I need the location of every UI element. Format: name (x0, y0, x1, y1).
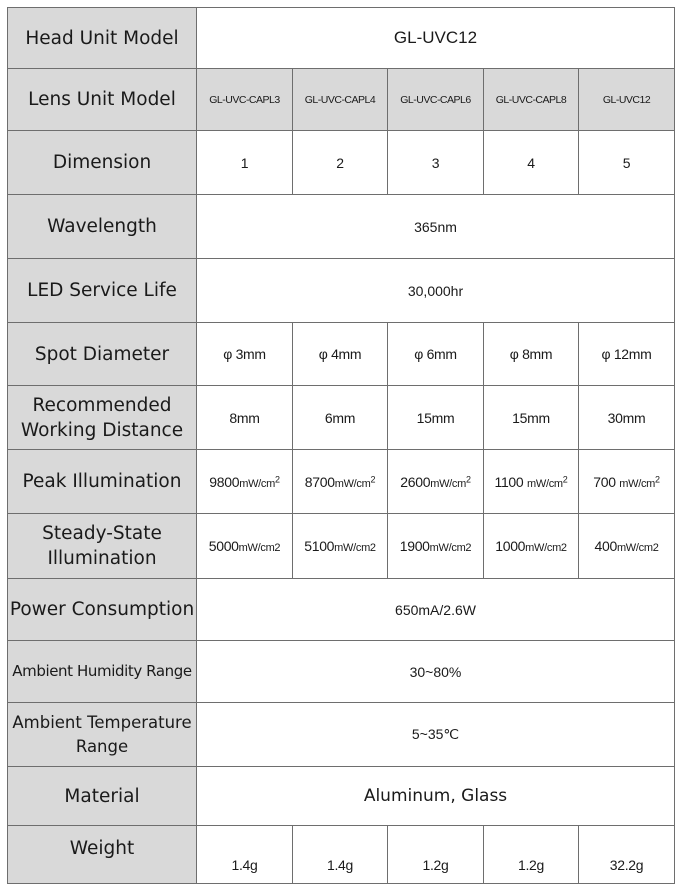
dimension-value: 3 (388, 131, 484, 195)
row-peak-illumination (8, 450, 675, 514)
unit-exponent: 2 (655, 473, 660, 484)
humidity-value: 30~80% (197, 641, 675, 703)
peak-illumination-value: 1100 (494, 473, 524, 490)
steady-illumination-unit: mW/cm2 (616, 542, 659, 554)
spot-diameter-value: φ 6mm (388, 323, 484, 386)
steady-illumination-label (8, 514, 197, 579)
weight-value: 1.2g (388, 826, 484, 884)
power-consumption-label: Power Consumption (8, 579, 197, 641)
peak-illumination-unit (239, 473, 280, 490)
unit-text: mW/cm (239, 477, 275, 490)
row-weight (8, 826, 675, 884)
steady-illumination-value: 400 (594, 538, 617, 554)
row-humidity (8, 641, 675, 703)
steady-illumination-value: 1000 (495, 538, 526, 554)
row-led-life (8, 259, 675, 323)
peak-illumination-value: 700 (593, 473, 616, 490)
row-spot-diameter (8, 323, 675, 386)
dimension-value: 5 (579, 131, 675, 195)
wavelength-label: Wavelength (8, 195, 197, 259)
spec-table (7, 7, 675, 884)
row-steady-illumination (8, 514, 675, 579)
steady-illumination-unit: mW/cm2 (238, 542, 281, 554)
steady-illumination-cell (388, 514, 484, 579)
working-distance-label-line1: Recommended (32, 394, 172, 416)
row-lens-unit (8, 69, 675, 131)
peak-illumination-unit (334, 473, 376, 490)
humidity-label: Ambient Humidity Range (8, 641, 197, 703)
steady-illumination-value: 5000 (208, 538, 239, 554)
steady-illumination-cell (579, 514, 675, 579)
peak-illumination-unit (527, 473, 568, 490)
unit-exponent: 2 (275, 473, 280, 484)
row-wavelength (8, 195, 675, 259)
peak-illumination-cell (579, 450, 675, 514)
power-consumption-value: 650mA/2.6W (197, 579, 675, 641)
lens-unit-label: Lens Unit Model (8, 69, 197, 131)
steady-illumination-unit: mW/cm2 (525, 542, 567, 554)
dimension-label: Dimension (8, 131, 197, 195)
steady-illumination-cell (293, 514, 388, 579)
head-unit-value: GL-UVC12 (197, 8, 675, 69)
lens-unit-value: GL-UVC12 (579, 69, 675, 131)
unit-exponent: 2 (562, 473, 568, 484)
working-distance-value: 8mm (197, 386, 293, 450)
lens-unit-value: GL-UVC-CAPL3 (197, 69, 293, 131)
steady-illumination-unit: mW/cm2 (334, 542, 376, 554)
material-label: Material (8, 767, 197, 826)
lens-unit-value: GL-UVC-CAPL6 (388, 69, 484, 131)
steady-illumination-label-line1: Steady-State (42, 523, 162, 544)
working-distance-value: 30mm (579, 386, 675, 450)
spot-diameter-label: Spot Diameter (8, 323, 197, 386)
head-unit-label: Head Unit Model (8, 8, 197, 69)
row-dimension (8, 131, 675, 195)
steady-illumination-value: 5100 (304, 538, 335, 554)
working-distance-value: 15mm (484, 386, 579, 450)
steady-illumination-cell (484, 514, 579, 579)
weight-value: 1.2g (484, 826, 579, 884)
spot-diameter-value: φ 8mm (484, 323, 579, 386)
lens-unit-value: GL-UVC-CAPL4 (293, 69, 388, 131)
peak-illumination-value: 8700 (304, 473, 335, 490)
led-life-label: LED Service Life (8, 259, 197, 323)
temperature-label-line1: Ambient Temperature (12, 712, 192, 732)
material-value: Aluminum, Glass (197, 767, 675, 826)
row-head-unit (8, 8, 675, 69)
working-distance-label-line2: Working Distance (20, 419, 184, 441)
spot-diameter-value: φ 4mm (293, 323, 388, 386)
working-distance-value: 6mm (293, 386, 388, 450)
dimension-value: 2 (293, 131, 388, 195)
unit-text: mW/cm (527, 477, 563, 490)
lens-unit-value: GL-UVC-CAPL8 (484, 69, 579, 131)
dimension-value: 4 (484, 131, 579, 195)
unit-text: mW/cm (430, 477, 466, 490)
weight-label: Weight (8, 826, 197, 884)
working-distance-value: 15mm (388, 386, 484, 450)
led-life-value: 30,000hr (197, 259, 675, 323)
steady-illumination-unit: mW/cm2 (429, 542, 472, 554)
temperature-value: 5~35℃ (197, 703, 675, 767)
wavelength-value: 365nm (197, 195, 675, 259)
working-distance-label (8, 386, 197, 450)
peak-illumination-unit (430, 473, 471, 490)
row-power-consumption (8, 579, 675, 641)
weight-value: 32.2g (579, 826, 675, 884)
steady-illumination-label-line2: Illumination (47, 548, 157, 569)
steady-illumination-value: 1900 (399, 538, 430, 554)
peak-illumination-cell (484, 450, 579, 514)
row-working-distance (8, 386, 675, 450)
temperature-label (8, 703, 197, 767)
row-temperature (8, 703, 675, 767)
spot-diameter-value: φ 3mm (197, 323, 293, 386)
weight-value: 1.4g (197, 826, 293, 884)
row-material (8, 767, 675, 826)
unit-text: mW/cm (334, 477, 371, 490)
unit-exponent: 2 (466, 473, 471, 484)
temperature-label-line2: Range (75, 736, 129, 756)
peak-illumination-value: 9800 (209, 473, 240, 490)
steady-illumination-cell (197, 514, 293, 579)
dimension-value: 1 (197, 131, 293, 195)
peak-illumination-cell (293, 450, 388, 514)
unit-text: mW/cm (619, 477, 656, 490)
peak-illumination-label: Peak Illumination (8, 450, 197, 514)
peak-illumination-value: 2600 (400, 473, 431, 490)
peak-illumination-cell (388, 450, 484, 514)
peak-illumination-cell (197, 450, 293, 514)
weight-value: 1.4g (293, 826, 388, 884)
unit-exponent: 2 (370, 473, 376, 484)
peak-illumination-unit (619, 473, 660, 490)
spot-diameter-value: φ 12mm (579, 323, 675, 386)
